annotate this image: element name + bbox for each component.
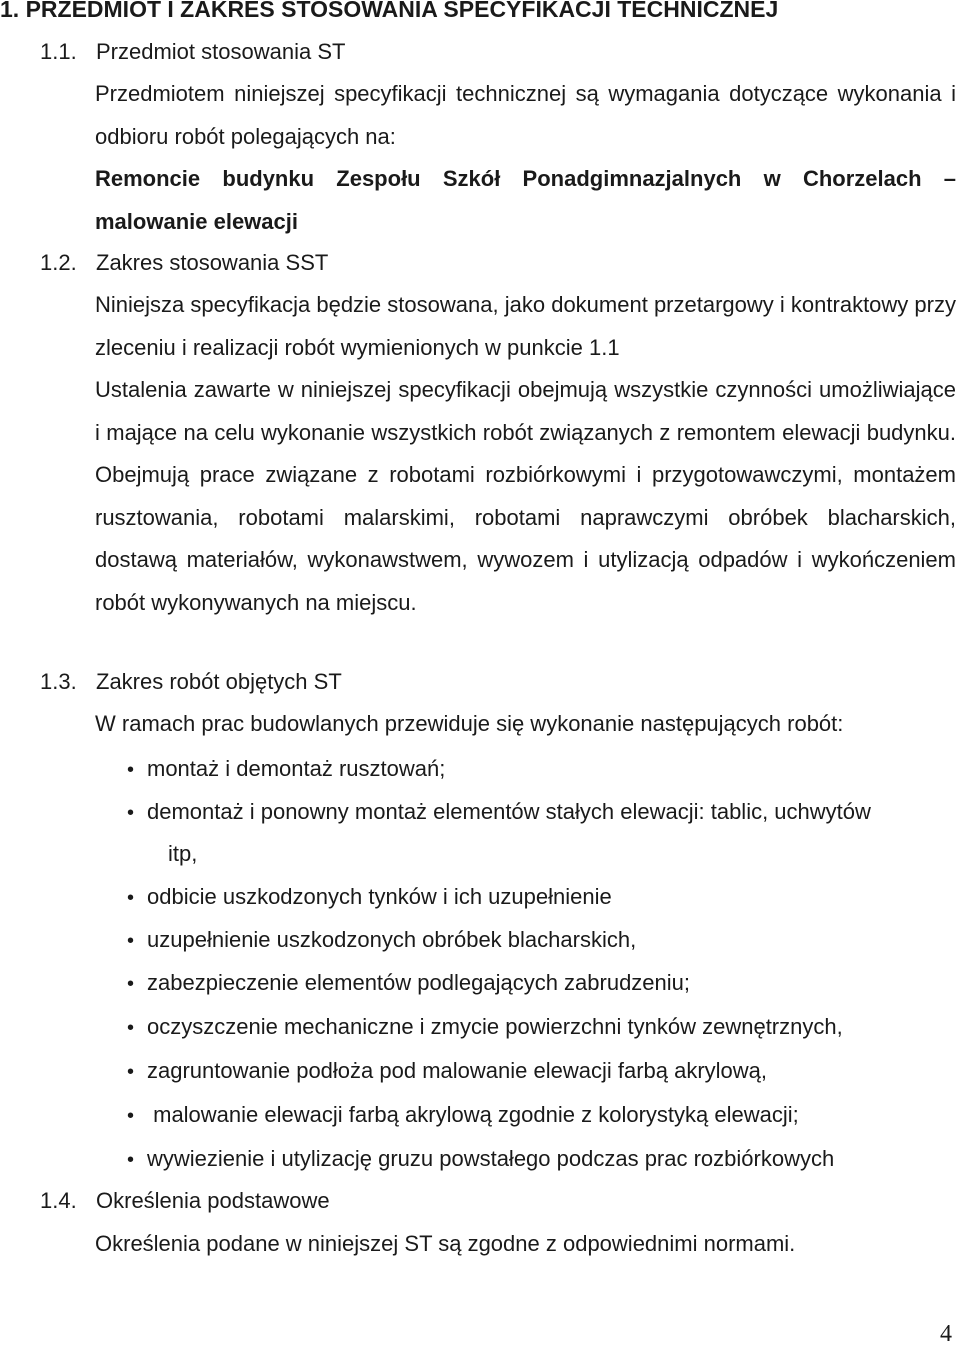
bullet-icon: • [127, 1149, 135, 1171]
section-title-text: Zakres robót objętych ST [96, 669, 342, 694]
bullet-icon: • [127, 802, 135, 824]
list-item: • demontaż i ponowny montaż elementów stałych elewacji: tablic, uchwytów [127, 796, 871, 829]
list-item: • zagruntowanie podłoża pod malowanie elewacji farbą akrylową, [127, 1055, 767, 1088]
section-number: 1.1. [40, 39, 77, 64]
bullet-icon: • [127, 887, 135, 909]
list-item: • uzupełnienie uszkodzonych obróbek blacharskich, [127, 924, 636, 957]
bullet-icon: • [127, 1105, 135, 1127]
bullet-icon: • [127, 759, 135, 781]
section-1-1-subject: Remoncie budynku Zespołu Szkół Ponadgimnazjalnych w Chorzelach – malowanie elewacji [95, 166, 956, 234]
chapter-heading: 1. PRZEDMIOT I ZAKRES STOSOWANIA SPECYFIKACJI TECHNICZNEJ [0, 0, 779, 22]
page-number: 4 [940, 1321, 952, 1347]
section-1-1-paragraph: Przedmiotem niniejszej specyfikacji technicznej są wymagania dotyczące wykonania i odbioru robót polegających na: [95, 81, 956, 149]
bullet-icon: • [127, 1061, 135, 1083]
section-1-2-paragraph-2: Ustalenia zawarte w niniejszej specyfikacji obejmują wszystkie czynności umożliwiające i mające na celu wykonanie wszystkich robót związanych z remontem elewacji budynku. Obejmują prace związane z robotami rozbiórkowymi i przygotowawczymi, montażem rusztowania, robotami malarskimi, robotami naprawczymi obróbek blacharskich, dostawą materiałów, wykonawstwem, wywozem i utylizacją odpadów i wykończeniem robót wykonywanych na miejscu. [95, 377, 956, 615]
bullet-icon: • [127, 930, 135, 952]
section-1-2-paragraph: Niniejsza specyfikacja będzie stosowana, jako dokument przetargowy i kontraktowy przy zleceniu i realizacji robót wymienionych w punkcie 1.1 [95, 292, 956, 360]
list-item-continuation: itp, [168, 841, 198, 866]
section-1-4-title [40, 1185, 330, 1217]
section-1-3-intro: W ramach prac budowlanych przewiduje się wykonanie następujących robót: [95, 711, 844, 736]
list-item: • montaż i demontaż rusztowań; [127, 753, 445, 786]
section-number: 1.3. [40, 669, 77, 694]
section-1-1-title [40, 36, 345, 68]
section-1-2-title [40, 247, 328, 279]
section-title-text: Zakres stosowania SST [96, 250, 329, 275]
bullet-icon: • [127, 1017, 135, 1039]
list-item: • oczyszczenie mechaniczne i zmycie powierzchni tynków zewnętrznych, [127, 1011, 843, 1044]
section-1-4-paragraph: Określenia podane w niniejszej ST są zgodne z odpowiednimi normami. [95, 1231, 796, 1256]
section-title-text: Przedmiot stosowania ST [96, 39, 346, 64]
section-1-3-title [40, 666, 342, 698]
list-item: • malowanie elewacji farbą akrylową zgodnie z kolorystyką elewacji; [127, 1099, 799, 1132]
bullet-icon: • [127, 973, 135, 995]
list-item: • odbicie uszkodzonych tynków i ich uzupełnienie [127, 881, 612, 914]
section-number: 1.2. [40, 250, 77, 275]
section-title-text: Określenia podstawowe [96, 1188, 330, 1213]
list-item: • wywiezienie i utylizację gruzu powstałego podczas prac rozbiórkowych [127, 1143, 834, 1176]
section-number: 1.4. [40, 1188, 77, 1213]
list-item: • zabezpieczenie elementów podlegających zabrudzeniu; [127, 967, 690, 1000]
